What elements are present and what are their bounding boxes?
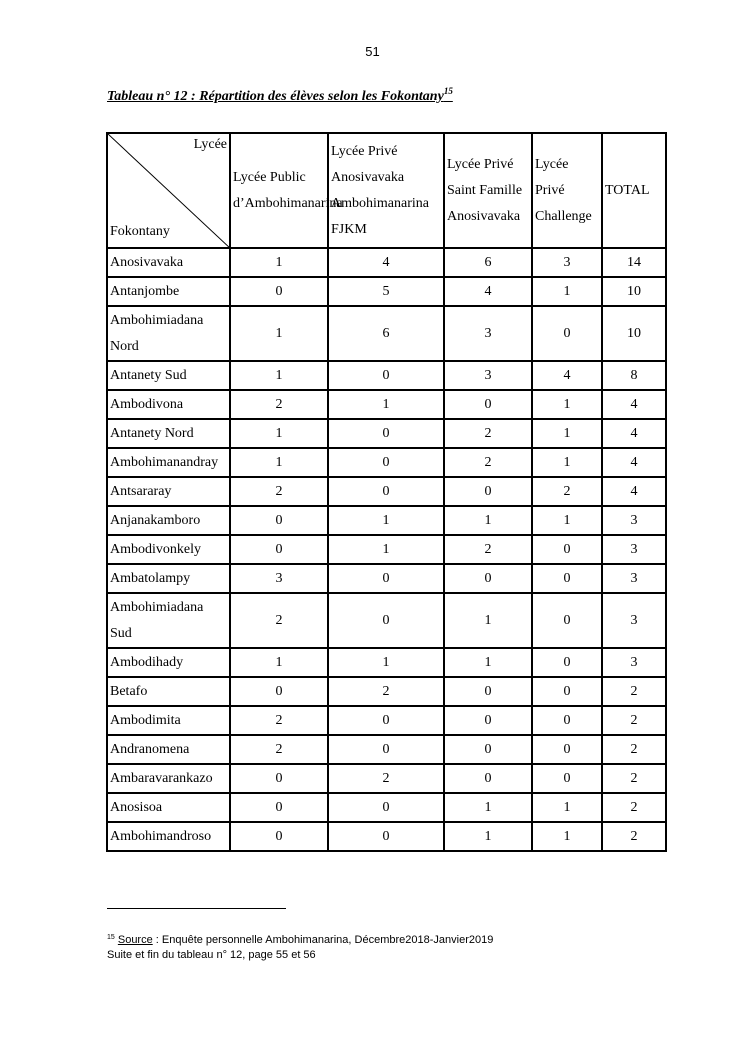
lycee-prive-fjkm-value-cell: 2 (328, 677, 444, 706)
total-value-cell: 3 (602, 648, 666, 677)
lycee-prive-saint-famille-value-cell: 2 (444, 535, 532, 564)
lycee-public-value-cell: 0 (230, 793, 328, 822)
lycee-prive-saint-famille-value-cell: 0 (444, 564, 532, 593)
lycee-prive-fjkm-value-cell: 0 (328, 448, 444, 477)
lycee-prive-fjkm-value-cell: 1 (328, 390, 444, 419)
total-value-cell: 10 (602, 306, 666, 361)
table-row (107, 764, 666, 793)
lycee-prive-fjkm-value-cell: 0 (328, 793, 444, 822)
total-value-cell: 4 (602, 448, 666, 477)
fokontany-name-cell: Antanety Nord (107, 419, 230, 448)
footnote-continuation: Suite et fin du tableau n° 12, page 55 et 56 (107, 949, 316, 961)
lycee-prive-fjkm-value-cell: 1 (328, 648, 444, 677)
table-row (107, 277, 666, 306)
header-lycee-prive-saint-famille: Lycée Privé Saint Famille Anosivavaka (444, 133, 532, 248)
table-row (107, 390, 666, 419)
header-lycee-prive-challenge: Lycée Privé Challenge (532, 133, 602, 248)
total-value-cell: 4 (602, 390, 666, 419)
lycee-prive-fjkm-value-cell: 0 (328, 361, 444, 390)
lycee-public-value-cell: 1 (230, 248, 328, 277)
table-row (107, 677, 666, 706)
lycee-public-value-cell: 3 (230, 564, 328, 593)
lycee-prive-saint-famille-value-cell: 2 (444, 419, 532, 448)
fokontany-name-cell: Ambaravarankazo (107, 764, 230, 793)
lycee-prive-saint-famille-value-cell: 3 (444, 361, 532, 390)
fokontany-name-cell: Anjanakamboro (107, 506, 230, 535)
fokontany-name-cell: Ambodihady (107, 648, 230, 677)
lycee-prive-challenge-value-cell: 0 (532, 535, 602, 564)
students-by-fokontany-table (106, 132, 667, 852)
total-value-cell: 3 (602, 535, 666, 564)
fokontany-name-cell: Antsararay (107, 477, 230, 506)
table-row (107, 248, 666, 277)
fokontany-name-cell: Ambohimiadana Sud (107, 593, 230, 648)
lycee-prive-challenge-value-cell: 0 (532, 706, 602, 735)
lycee-prive-fjkm-value-cell: 0 (328, 822, 444, 851)
lycee-prive-challenge-value-cell: 0 (532, 764, 602, 793)
fokontany-name-cell: Antanety Sud (107, 361, 230, 390)
lycee-prive-challenge-value-cell: 1 (532, 506, 602, 535)
total-value-cell: 4 (602, 419, 666, 448)
lycee-prive-saint-famille-value-cell: 0 (444, 764, 532, 793)
header-total: TOTAL (602, 133, 666, 248)
table-row (107, 361, 666, 390)
fokontany-name-cell: Andranomena (107, 735, 230, 764)
lycee-prive-challenge-value-cell: 0 (532, 735, 602, 764)
lycee-public-value-cell: 0 (230, 822, 328, 851)
page-number: 51 (365, 44, 380, 59)
header-lycee-public: Lycée Public d’Ambohimanarina (230, 133, 328, 248)
fokontany-name-cell: Anosisoa (107, 793, 230, 822)
table-body (107, 248, 666, 851)
lycee-prive-challenge-value-cell: 1 (532, 822, 602, 851)
lycee-prive-saint-famille-value-cell: 1 (444, 506, 532, 535)
footnote-source-text: : Enquête personnelle Ambohimanarina, Décembre2018-Janvier2019 (152, 934, 494, 946)
fokontany-name-cell: Ambodimita (107, 706, 230, 735)
footnote-source (107, 934, 493, 946)
fokontany-name-cell: Antanjombe (107, 277, 230, 306)
lycee-prive-saint-famille-value-cell: 0 (444, 706, 532, 735)
fokontany-name-cell: Betafo (107, 677, 230, 706)
lycee-prive-challenge-value-cell: 1 (532, 390, 602, 419)
lycee-prive-challenge-value-cell: 0 (532, 306, 602, 361)
lycee-prive-fjkm-value-cell: 0 (328, 419, 444, 448)
lycee-prive-challenge-value-cell: 2 (532, 477, 602, 506)
total-value-cell: 4 (602, 477, 666, 506)
lycee-prive-saint-famille-value-cell: 0 (444, 477, 532, 506)
lycee-public-value-cell: 1 (230, 419, 328, 448)
lycee-prive-saint-famille-value-cell: 1 (444, 648, 532, 677)
total-value-cell: 8 (602, 361, 666, 390)
total-value-cell: 2 (602, 735, 666, 764)
table-row (107, 648, 666, 677)
lycee-prive-fjkm-value-cell: 0 (328, 564, 444, 593)
total-value-cell: 2 (602, 677, 666, 706)
table-header-row (107, 133, 666, 248)
table-row (107, 735, 666, 764)
footnote-separator (107, 908, 286, 909)
lycee-public-value-cell: 2 (230, 735, 328, 764)
lycee-public-value-cell: 0 (230, 277, 328, 306)
table-row (107, 593, 666, 648)
lycee-prive-fjkm-value-cell: 0 (328, 735, 444, 764)
lycee-prive-fjkm-value-cell: 1 (328, 535, 444, 564)
total-value-cell: 2 (602, 706, 666, 735)
lycee-public-value-cell: 1 (230, 306, 328, 361)
table-row (107, 477, 666, 506)
table-title (107, 86, 453, 105)
lycee-prive-challenge-value-cell: 1 (532, 277, 602, 306)
lycee-prive-challenge-value-cell: 1 (532, 419, 602, 448)
lycee-public-value-cell: 1 (230, 648, 328, 677)
lycee-prive-challenge-value-cell: 1 (532, 793, 602, 822)
lycee-public-value-cell: 0 (230, 506, 328, 535)
lycee-public-value-cell: 1 (230, 361, 328, 390)
lycee-prive-challenge-value-cell: 0 (532, 648, 602, 677)
lycee-public-value-cell: 0 (230, 677, 328, 706)
lycee-public-value-cell: 2 (230, 706, 328, 735)
header-lycee-label: Lycée (193, 137, 227, 152)
fokontany-name-cell: Ambatolampy (107, 564, 230, 593)
total-value-cell: 3 (602, 506, 666, 535)
lycee-prive-fjkm-value-cell: 0 (328, 593, 444, 648)
table-row (107, 793, 666, 822)
footnote-number: 15 (107, 934, 115, 941)
lycee-public-value-cell: 2 (230, 390, 328, 419)
lycee-prive-challenge-value-cell: 0 (532, 677, 602, 706)
lycee-prive-saint-famille-value-cell: 0 (444, 735, 532, 764)
lycee-prive-saint-famille-value-cell: 4 (444, 277, 532, 306)
table-row (107, 822, 666, 851)
table-row (107, 564, 666, 593)
lycee-prive-challenge-value-cell: 3 (532, 248, 602, 277)
total-value-cell: 14 (602, 248, 666, 277)
fokontany-name-cell: Ambohimiadana Nord (107, 306, 230, 361)
lycee-prive-fjkm-value-cell: 2 (328, 764, 444, 793)
total-value-cell: 2 (602, 764, 666, 793)
header-fokontany-label: Fokontany (110, 224, 170, 239)
fokontany-name-cell: Anosivavaka (107, 248, 230, 277)
fokontany-name-cell: Ambohimandroso (107, 822, 230, 851)
lycee-prive-saint-famille-value-cell: 1 (444, 793, 532, 822)
table-row (107, 419, 666, 448)
lycee-prive-saint-famille-value-cell: 1 (444, 593, 532, 648)
lycee-prive-saint-famille-value-cell: 0 (444, 390, 532, 419)
lycee-prive-challenge-value-cell: 0 (532, 593, 602, 648)
table-row (107, 306, 666, 361)
lycee-prive-fjkm-value-cell: 4 (328, 248, 444, 277)
lycee-prive-fjkm-value-cell: 6 (328, 306, 444, 361)
lycee-public-value-cell: 0 (230, 535, 328, 564)
footnote-source-label: Source (117, 934, 153, 946)
table-row (107, 706, 666, 735)
total-value-cell: 10 (602, 277, 666, 306)
total-value-cell: 3 (602, 564, 666, 593)
fokontany-name-cell: Ambodivona (107, 390, 230, 419)
lycee-prive-fjkm-value-cell: 0 (328, 706, 444, 735)
fokontany-name-cell: Ambodivonkely (107, 535, 230, 564)
diagonal-header-cell (107, 133, 230, 248)
lycee-prive-challenge-value-cell: 1 (532, 448, 602, 477)
lycee-prive-saint-famille-value-cell: 0 (444, 677, 532, 706)
lycee-prive-saint-famille-value-cell: 2 (444, 448, 532, 477)
table-title-text: Tableau n° 12 : Répartition des élèves selon les Fokontany (107, 89, 444, 104)
lycee-prive-challenge-value-cell: 0 (532, 564, 602, 593)
table-title-footnote-ref: 15 (443, 86, 453, 96)
total-value-cell: 3 (602, 593, 666, 648)
lycee-prive-fjkm-value-cell: 1 (328, 506, 444, 535)
lycee-prive-saint-famille-value-cell: 1 (444, 822, 532, 851)
lycee-public-value-cell: 1 (230, 448, 328, 477)
table-row (107, 535, 666, 564)
header-lycee-prive-fjkm: Lycée Privé Anosivavaka Ambohimanarina FJKM (328, 133, 444, 248)
lycee-prive-challenge-value-cell: 4 (532, 361, 602, 390)
lycee-prive-fjkm-value-cell: 0 (328, 477, 444, 506)
lycee-public-value-cell: 2 (230, 593, 328, 648)
total-value-cell: 2 (602, 793, 666, 822)
table-row (107, 448, 666, 477)
lycee-prive-saint-famille-value-cell: 6 (444, 248, 532, 277)
fokontany-name-cell: Ambohimanandray (107, 448, 230, 477)
table-row (107, 506, 666, 535)
total-value-cell: 2 (602, 822, 666, 851)
lycee-prive-saint-famille-value-cell: 3 (444, 306, 532, 361)
lycee-public-value-cell: 0 (230, 764, 328, 793)
lycee-prive-fjkm-value-cell: 5 (328, 277, 444, 306)
lycee-public-value-cell: 2 (230, 477, 328, 506)
